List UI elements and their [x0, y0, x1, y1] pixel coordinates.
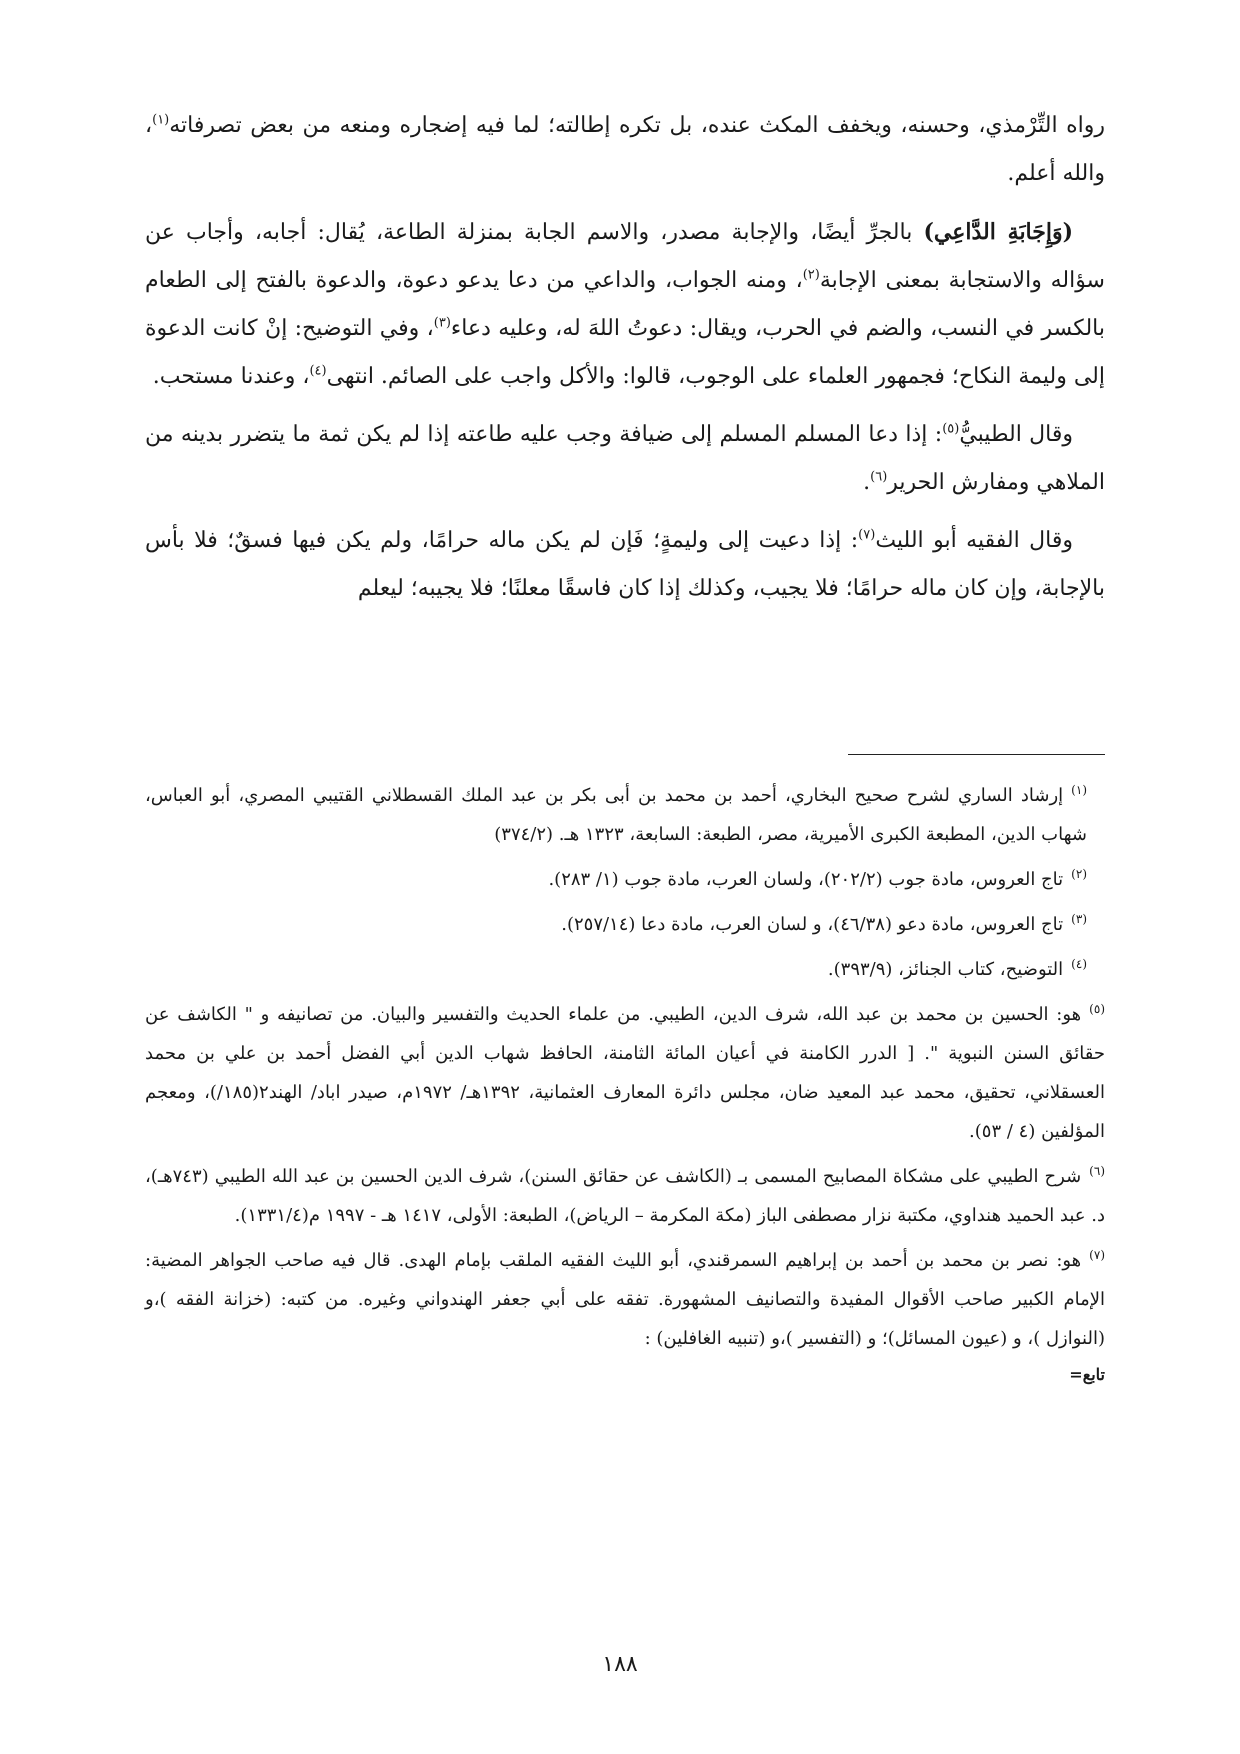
footnotes: [145, 776, 1105, 1386]
footnote-3: [145, 905, 1105, 944]
footnote-number: (٥): [1089, 1002, 1105, 1016]
paragraph-text: ، وعندنا مستحب.: [152, 364, 310, 389]
footnote-ref[interactable]: (٢): [802, 267, 820, 283]
footnote-number: (٣): [1071, 912, 1087, 926]
footnote-text: هو: نصر بن محمد بن أحمد بن إبراهيم السمرقندي، أبو الليث الفقيه الملقب بإمام الهدى. قال فيه صاحب الجواهر المضية: الإمام الكبير صاحب الأقوال المفيدة والتصانيف المشهورة. تفقه على أبي جعفر الهندواني وغيره. من كتبه: (خزانة الفقه )،و (النوازل )، و (عيون المسائل)؛ و (التفسير )،و (تنبيه الغافلين) :: [145, 1250, 1105, 1349]
footnote-2: [145, 860, 1105, 899]
footnote-ref[interactable]: (٧): [858, 527, 876, 543]
main-text: [145, 102, 1105, 623]
footnote-number: (٧): [1089, 1248, 1105, 1262]
paragraph-text: ، والله أعلم.: [145, 113, 1105, 186]
footnote-text: شرح الطيبي على مشكاة المصابيح المسمى بـ (الكاشف عن حقائق السنن)، شرف الدين الحسين بن عبد الله الطيبي (٧٤٣هـ)، د. عبد الحميد هنداوي، مكتبة نزار مصطفى الباز (مكة المكرمة – الرياض)، الطبعة: الأولى، ١٤١٧ هـ - ١٩٩٧ م(١٣٣١/٤).: [145, 1166, 1105, 1226]
paragraph-text: بالجرِّ أيضًا، والإجابة مصدر، والاسم الجابة بمنزلة الطاعة، يُقال: أجابه، وأجاب عن سؤاله والاستجابة بمعنى الإجابة: [145, 220, 1105, 293]
footnote-text: هو: الحسين بن محمد بن عبد الله، شرف الدين، الطيبي. من علماء الحديث والتفسير والبيان. من تصانيفه و " الكاشف عن حقائق السنن النبوية ". [ الدرر الكامنة في أعيان المائة الثامنة، الحافظ شهاب الدين أبي الفضل أحمد بن علي بن محمد العسقلاني، تحقيق، محمد عبد المعيد ضان، مجلس دائرة المعارف العثمانية، ١٣٩٢هـ/ ١٩٧٢م، صيدر اباد/ الهند٢(١٨٥/)، ومعجم المؤلفين (٤ / ٥٣).: [145, 1004, 1105, 1142]
footnote-number: (٢): [1071, 867, 1087, 881]
paragraph-text: رواه التِّرْمذي، وحسنه، ويخفف المكث عنده، بل تكره إطالته؛ لما فيه إضجاره ومنعه من بعض تصرفاته: [169, 113, 1105, 138]
footnote-ref[interactable]: (٥): [942, 421, 960, 437]
paragraph-text: .: [863, 470, 871, 495]
footnote-number: (٦): [1089, 1164, 1105, 1178]
footnote-text: تاج العروس، مادة جوب (٢٠٢/٢)، ولسان العرب، مادة جوب (١/ ٢٨٣).: [548, 869, 1064, 890]
paragraph-text: ، وفي التوضيح: إنْ كانت الدعوة إلى وليمة النكاح؛ فجمهور العلماء على الوجوب، قالوا: والأكل واجب على الصائم. انتهى: [145, 316, 1105, 389]
footnote-ref[interactable]: (٣): [433, 315, 451, 331]
continued-marker: تابع=: [1069, 1365, 1105, 1384]
footnote-ref[interactable]: (٤): [309, 363, 327, 379]
footnote-5: [145, 995, 1105, 1151]
paragraph-text: وقال الفقيه أبو الليث: [875, 528, 1073, 553]
bold-heading: (وَإِجَابَةِ الدَّاعِي): [923, 219, 1074, 245]
paragraph-3: [145, 411, 1105, 507]
footnote-ref[interactable]: (١): [152, 112, 170, 128]
footnote-4: [145, 950, 1105, 989]
paragraph-text: : إذا دعيت إلى وليمةٍ؛ فَإن لم يكن ماله حرامًا، ولم يكن فيها فسقٌ؛ فلا بأس بالإجابة، وإن كان ماله حرامًا؛ فلا يجيب، وكذلك إذا كان فاسقًا معلنًا؛ فلا يجيبه؛ ليعلم: [145, 528, 1105, 601]
footnote-ref[interactable]: (٦): [870, 469, 888, 485]
paragraph-1: [145, 102, 1105, 198]
footnote-text: التوضيح، كتاب الجنائز، (٣٩٣/٩).: [827, 959, 1064, 980]
footnote-text: إرشاد الساري لشرح صحيح البخاري، أحمد بن محمد بن أبى بكر بن عبد الملك القسطلاني القتيبي المصري، أبو العباس، شهاب الدين، المطبعة الكبرى الأميرية، مصر، الطبعة: السابعة، ١٣٢٣ هـ. (٣٧٤/٢): [145, 785, 1087, 845]
paragraph-4: [145, 517, 1105, 613]
footnote-1: [145, 776, 1105, 854]
paragraph-2: [145, 208, 1105, 401]
footnote-text: تاج العروس، مادة دعو (٤٦/٣٨)، و لسان العرب، مادة دعا (٢٥٧/١٤).: [561, 914, 1064, 935]
footnote-number: (١): [1071, 783, 1087, 797]
paragraph-text: : إذا دعا المسلم المسلم إلى ضيافة وجب عليه طاعته إذا لم يكن ثمة ما يتضرر بدينه من الملاهي ومفارش الحرير: [145, 422, 1105, 495]
footnote-number: (٤): [1071, 957, 1087, 971]
paragraph-text: ، ومنه الجواب، والداعي من دعا يدعو دعوة، والدعوة بالفتح إلى الطعام بالكسر في النسب، والضم في الحرب، ويقال: دعوتُ اللهَ له، وعليه دعاء: [145, 268, 1105, 341]
paragraph-text: وقال الطيبيُّ: [959, 422, 1073, 447]
footnote-7: [145, 1241, 1105, 1358]
footnote-separator: [848, 754, 1105, 755]
footnote-6: [145, 1157, 1105, 1235]
page-number: ١٨٨: [602, 1652, 638, 1677]
